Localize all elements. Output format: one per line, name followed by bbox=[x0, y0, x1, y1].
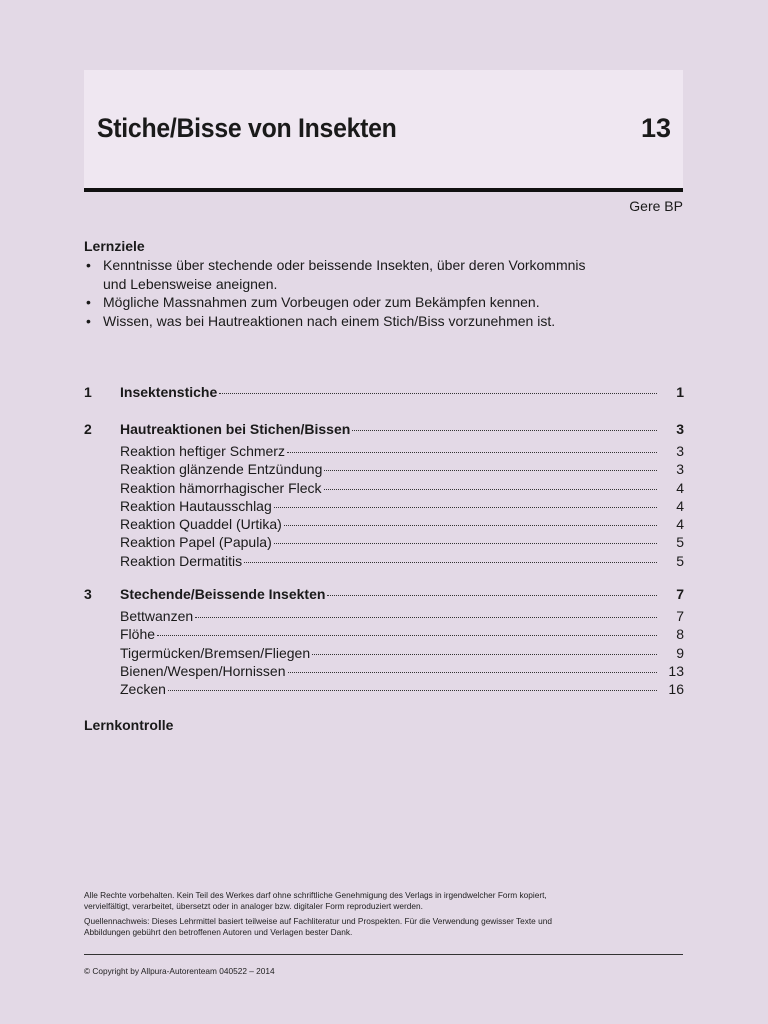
toc-page-number: 13 bbox=[668, 662, 684, 679]
toc-leader-dots bbox=[312, 654, 657, 655]
toc-entry-title: Bienen/Wespen/Hornissen bbox=[120, 662, 286, 679]
toc-page-number: 8 bbox=[676, 626, 684, 643]
toc-section-title: Stechende/Beissende Insekten bbox=[120, 586, 326, 603]
toc-entry-row[interactable] bbox=[84, 645, 684, 663]
toc-leader-dots bbox=[274, 543, 657, 544]
toc-leader-dots bbox=[324, 489, 657, 490]
toc-section-row[interactable] bbox=[84, 384, 684, 406]
toc-page-number: 7 bbox=[676, 608, 684, 625]
toc-page-number: 3 bbox=[676, 443, 684, 459]
toc-entry-row[interactable] bbox=[84, 608, 684, 626]
toc-entry-title: Reaktion Dermatitis bbox=[120, 552, 243, 569]
toc-leader-dots bbox=[284, 525, 657, 526]
goal-item: • Wissen, was bei Hautreaktionen nach einem Stich/Biss vorzunehmen ist. bbox=[84, 312, 604, 331]
toc-section-number: 3 bbox=[84, 586, 92, 603]
toc-page-number: 4 bbox=[676, 516, 684, 533]
toc-page-number: 5 bbox=[676, 552, 684, 569]
toc-entry-row[interactable] bbox=[84, 534, 684, 552]
toc-page-number: 7 bbox=[676, 586, 684, 603]
header-divider bbox=[84, 188, 683, 192]
table-of-contents bbox=[84, 384, 684, 700]
toc-entry-row[interactable] bbox=[84, 516, 684, 534]
toc-page-number: 1 bbox=[676, 384, 684, 400]
toc-page-number: 3 bbox=[676, 421, 684, 437]
toc-leader-dots bbox=[219, 393, 657, 394]
goals-heading: Lernziele bbox=[84, 238, 145, 254]
toc-leader-dots bbox=[195, 617, 657, 618]
goal-item: • Mögliche Massnahmen zum Vorbeugen oder zum Bekämpfen kennen. bbox=[84, 293, 604, 312]
toc-entry-title: Reaktion Hautausschlag bbox=[120, 497, 272, 514]
toc-section-number: 1 bbox=[84, 384, 92, 400]
goal-item: • Kenntnisse über stechende oder beissende Insekten, über deren Vorkommnis und Lebensweise aneignen. bbox=[84, 256, 604, 293]
toc-entry-title: Reaktion Quaddel (Urtika) bbox=[120, 516, 282, 533]
toc-section-row[interactable] bbox=[84, 586, 684, 608]
toc-entry-row[interactable] bbox=[84, 663, 684, 681]
toc-gap bbox=[84, 406, 684, 421]
copyright-notice: © Copyright by Allpura-Autorenteam 040522 – 2014 bbox=[84, 966, 275, 976]
toc-entry-row[interactable] bbox=[84, 681, 684, 699]
toc-entry-row[interactable] bbox=[84, 498, 684, 516]
toc-entry-title: Bettwanzen bbox=[120, 608, 194, 625]
toc-leader-dots bbox=[352, 430, 657, 431]
toc-page-number: 4 bbox=[676, 497, 684, 514]
toc-section-number: 2 bbox=[84, 421, 92, 437]
toc-section-row[interactable] bbox=[84, 421, 684, 443]
toc-lernkontrolle[interactable]: Lernkontrolle bbox=[84, 717, 174, 733]
toc-page-number: 16 bbox=[668, 681, 684, 698]
toc-leader-dots bbox=[287, 452, 657, 453]
toc-entry-title: Reaktion heftiger Schmerz bbox=[120, 443, 285, 459]
rights-notice: Alle Rechte vorbehalten. Kein Teil des Werkes darf ohne schriftliche Genehmigung des Verlags in irgendwelcher Form kopiert, vervielfältigt, verarbeitet, übersetzt oder in analoger bzw. digitaler Form reproduziert werden. bbox=[84, 890, 547, 911]
toc-section-title: Hautreaktionen bei Stichen/Bissen bbox=[120, 421, 351, 437]
author-code: Gere BP bbox=[629, 198, 683, 214]
toc-leader-dots bbox=[324, 470, 657, 471]
toc-entry-title: Reaktion glänzende Entzündung bbox=[120, 461, 323, 478]
toc-entry-row[interactable] bbox=[84, 461, 684, 479]
toc-page-number: 3 bbox=[676, 461, 684, 478]
toc-page-number: 9 bbox=[676, 644, 684, 661]
toc-entry-row[interactable] bbox=[84, 443, 684, 461]
toc-page-number: 4 bbox=[676, 479, 684, 496]
toc-leader-dots bbox=[288, 672, 657, 673]
toc-entry-row[interactable] bbox=[84, 480, 684, 498]
toc-entry-row[interactable] bbox=[84, 626, 684, 644]
toc-entry-title: Reaktion Papel (Papula) bbox=[120, 534, 272, 551]
toc-leader-dots bbox=[274, 507, 657, 508]
toc-entry-title: Flöhe bbox=[120, 626, 156, 643]
toc-entry-row[interactable] bbox=[84, 553, 684, 571]
page-title: Stiche/Bisse von Insekten bbox=[97, 113, 397, 143]
footer-divider bbox=[84, 954, 683, 955]
toc-leader-dots bbox=[244, 562, 657, 563]
sources-notice: Quellennachweis: Dieses Lehrmittel basiert teilweise auf Fachliteratur und Prospekten. Für die Verwendung gewisser Texte und Abbildungen gebührt den betroffenen Autoren und Verlagen bester Dank. bbox=[84, 916, 552, 937]
toc-gap bbox=[84, 571, 684, 586]
toc-entry-title: Reaktion hämorrhagischer Fleck bbox=[120, 479, 322, 496]
toc-leader-dots bbox=[168, 690, 657, 691]
toc-page-number: 5 bbox=[676, 534, 684, 551]
toc-leader-dots bbox=[327, 595, 657, 596]
goals-list bbox=[84, 256, 604, 330]
toc-entry-title: Zecken bbox=[120, 681, 166, 698]
toc-leader-dots bbox=[157, 635, 657, 636]
toc-entry-title: Tigermücken/Bremsen/Fliegen bbox=[120, 644, 311, 661]
chapter-number: 13 bbox=[640, 113, 671, 143]
toc-section-title: Insektenstiche bbox=[120, 384, 218, 400]
